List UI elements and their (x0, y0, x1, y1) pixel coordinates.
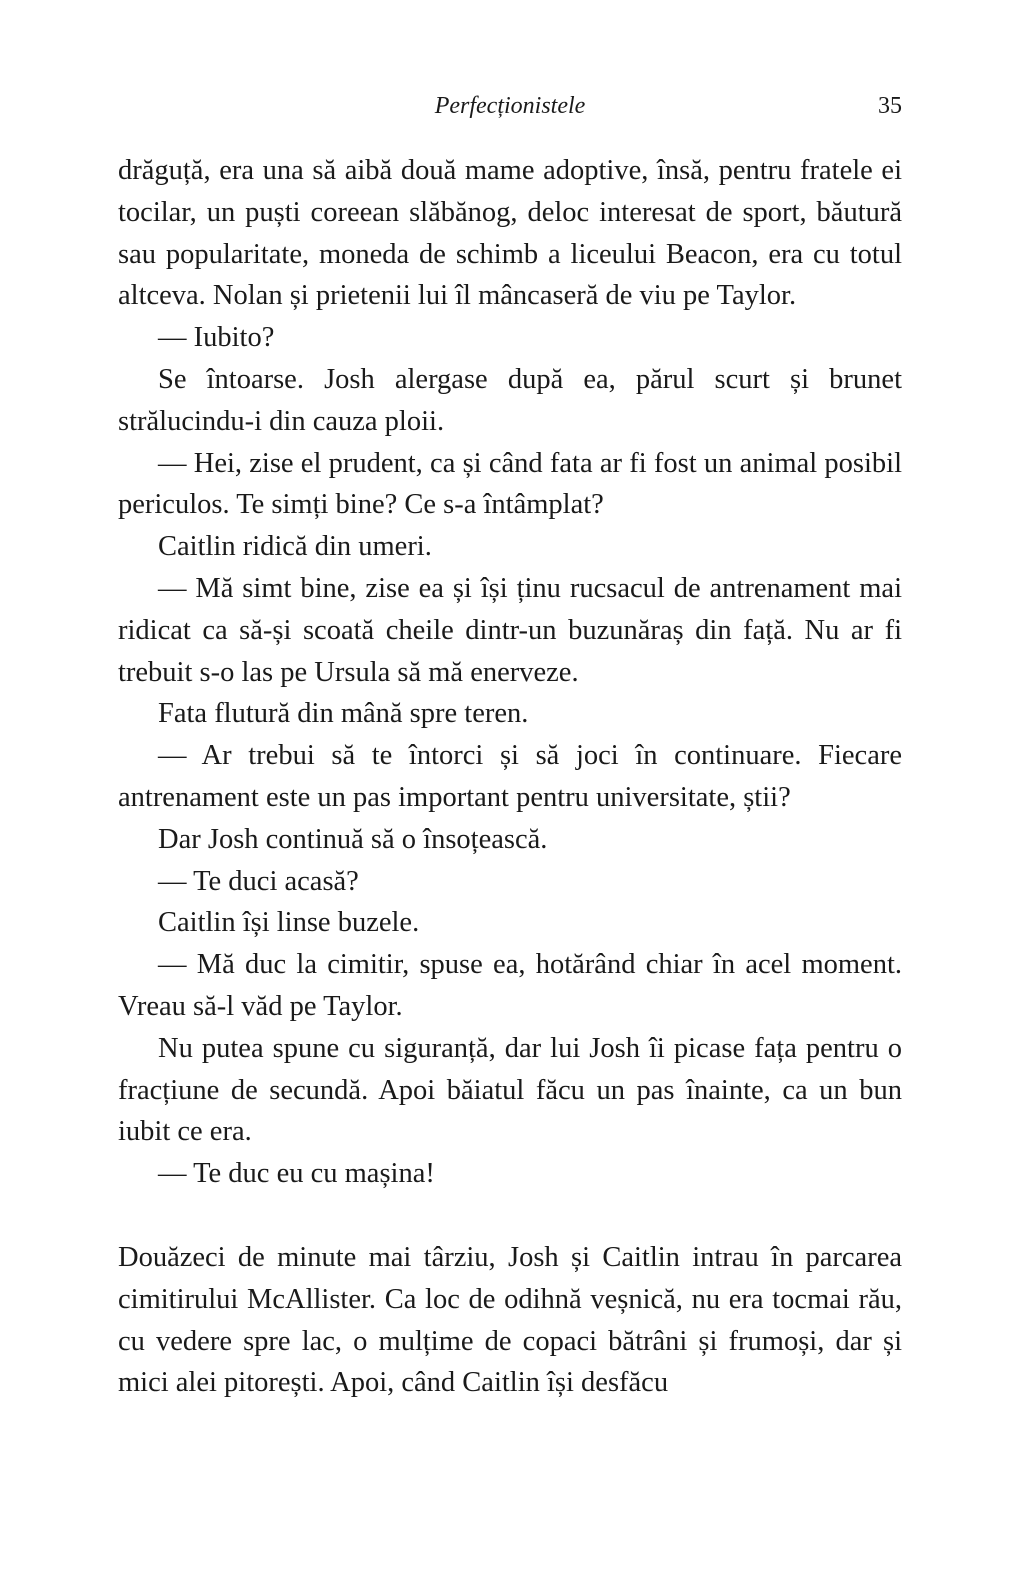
paragraph: Fata flutură din mână spre teren. (158, 698, 529, 730)
paragraph: Dar Josh continuă să o însoțească. (158, 823, 548, 855)
paragraph: Douăzeci de minute mai târziu, Josh și Caitlin intrau în parcarea cimitirului McAllister. Ca loc de odihnă veșnică, nu era tocmai rău, cu vedere spre lac, o mulțime de copaci bătrâni și frumoși, dar și mici alei pitorești. Apoi, când Caitlin își desfăcu (118, 1241, 902, 1399)
paragraph: drăguță, era una să aibă două mame adoptive, însă, pentru fratele ei tocilar, un puști coreean slăbănog, deloc interesat de sport, băutură sau popularitate, moneda de schimb a liceului Beacon, era cu totul altceva. Nolan și prietenii lui îl mâncaseră de viu pe Taylor. (118, 155, 902, 312)
paragraph: — Mă duc la cimitir, spuse ea, hotărând chiar în acel moment. Vreau să-l văd pe Taylor. (118, 949, 902, 1022)
paragraph: — Hei, zise el prudent, ca și când fata ar fi fost un animal posibil periculos. Te simți bine? Ce s-a întâmplat? (118, 447, 902, 521)
paragraph: — Te duci acasă? (158, 865, 359, 897)
running-title: Perfecționistele (434, 93, 586, 119)
paragraph: Nu putea spune cu siguranță, dar lui Josh îi picase fața pentru o fracțiune de secundă. Apoi băiatul făcu un pas înainte, ca un bun iubit ce era. (118, 1032, 902, 1148)
paragraph: — Iubito? (158, 322, 275, 354)
paragraph: Se întoarse. Josh alergase după ea, părul scurt și brunet strălucindu-i din cauza ploii. (118, 363, 902, 437)
paragraph: — Ar trebui să te întorci și să joci în continuare. Fiecare antrenament este un pas important pentru universitate, știi? (118, 740, 902, 813)
paragraph: Caitlin ridică din umeri. (158, 531, 432, 563)
paragraph: — Mă simt bine, zise ea și își ținu rucsacul de antrenament mai ridicat ca să-și scoată cheile dintr-un buzunăraș din față. Nu ar fi trebuit s-o las pe Ursula să mă enerveze. (118, 572, 902, 688)
paragraph: Caitlin își linse buzele. (158, 907, 420, 939)
paragraph: — Te duc eu cu mașina! (158, 1158, 435, 1190)
running-header (118, 86, 902, 126)
body-text (118, 150, 902, 1404)
page-number: 35 (878, 93, 902, 119)
section-break (118, 1195, 902, 1237)
